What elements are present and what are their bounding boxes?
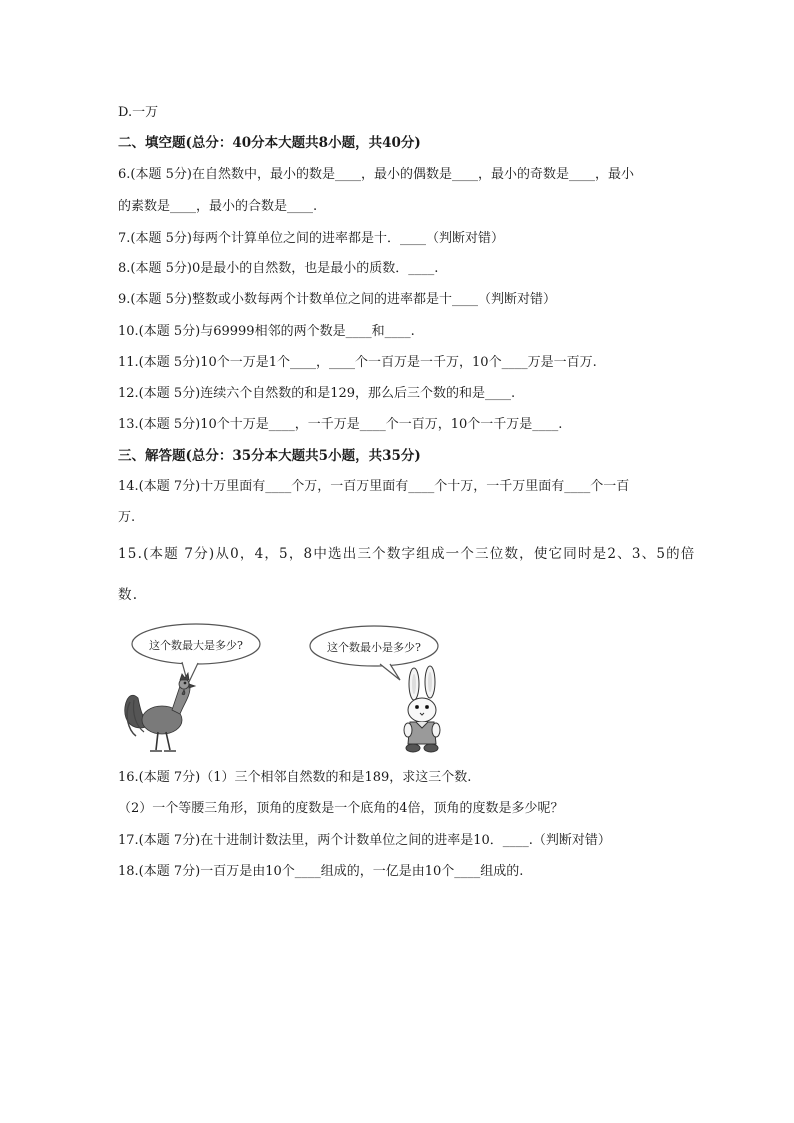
question-10: 10.(本题 5分)与69999相邻的两个数是____和____. [118, 324, 415, 339]
question-7: 7.(本题 5分)每两个计算单位之间的进率都是十．____（判断对错） [118, 231, 504, 246]
section-3-heading: 三、解答题(总分：35分本大题共5小题，共35分) [118, 448, 421, 464]
question-14-line-2: 万. [118, 510, 136, 525]
question-18: 18.(本题 7分)一百万是由10个____组成的，一亿是由10个____组成的. [118, 864, 524, 879]
question-12: 12.(本题 5分)连续六个自然数的和是129，那么后三个数的和是____. [118, 386, 516, 401]
question-6-line-2: 的素数是____，最小的合数是____. [118, 199, 318, 214]
question-17: 17.(本题 7分)在十进制计数法里，两个计数单位之间的进率是10．____.（判断对错） [118, 833, 611, 848]
question-15-line-1: 15.(本题 7分)从0，4，5，8中选出三个数字组成一个三位数，使它同时是2、3、5的倍 [118, 546, 696, 562]
rooster-icon [125, 673, 195, 751]
option-d: D.一万 [118, 105, 159, 120]
question-9: 9.(本题 5分)整数或小数每两个计数单位之间的进率都是十____（判断对错） [118, 292, 556, 307]
question-8: 8.(本题 5分)0是最小的自然数，也是最小的质数．____. [118, 261, 439, 276]
question-11: 11.(本题 5分)10个一万是1个____，____个一百万是一千万，10个____万是一百万. [118, 355, 597, 370]
rooster-bubble-text: 这个数最大是多少? [149, 639, 243, 652]
section-2-heading: 二、填空题(总分：40分本大题共8小题，共40分) [118, 135, 421, 151]
question-15-line-2: 数. [118, 587, 139, 603]
question-6-line-1: 6.(本题 5分)在自然数中，最小的数是____，最小的偶数是____，最小的奇数是____，最小 [118, 167, 634, 182]
rabbit-bubble-text: 这个数最小是多少? [327, 641, 421, 654]
question-16-part-2: （2）一个等腰三角形，顶角的度数是一个底角的4倍，顶角的度数是多少呢？ [118, 801, 564, 816]
question-15-illustration [118, 618, 458, 758]
question-16-part-1: 16.(本题 7分)（1）三个相邻自然数的和是189，求这三个数. [118, 770, 472, 785]
question-14-line-1: 14.(本题 7分)十万里面有____个万，一百万里面有____个十万，一千万里面有____个一百 [118, 479, 630, 494]
rabbit-icon [404, 666, 440, 752]
question-13: 13.(本题 5分)10个十万是____，一千万是____个一百万，10个一千万是____. [118, 417, 563, 432]
